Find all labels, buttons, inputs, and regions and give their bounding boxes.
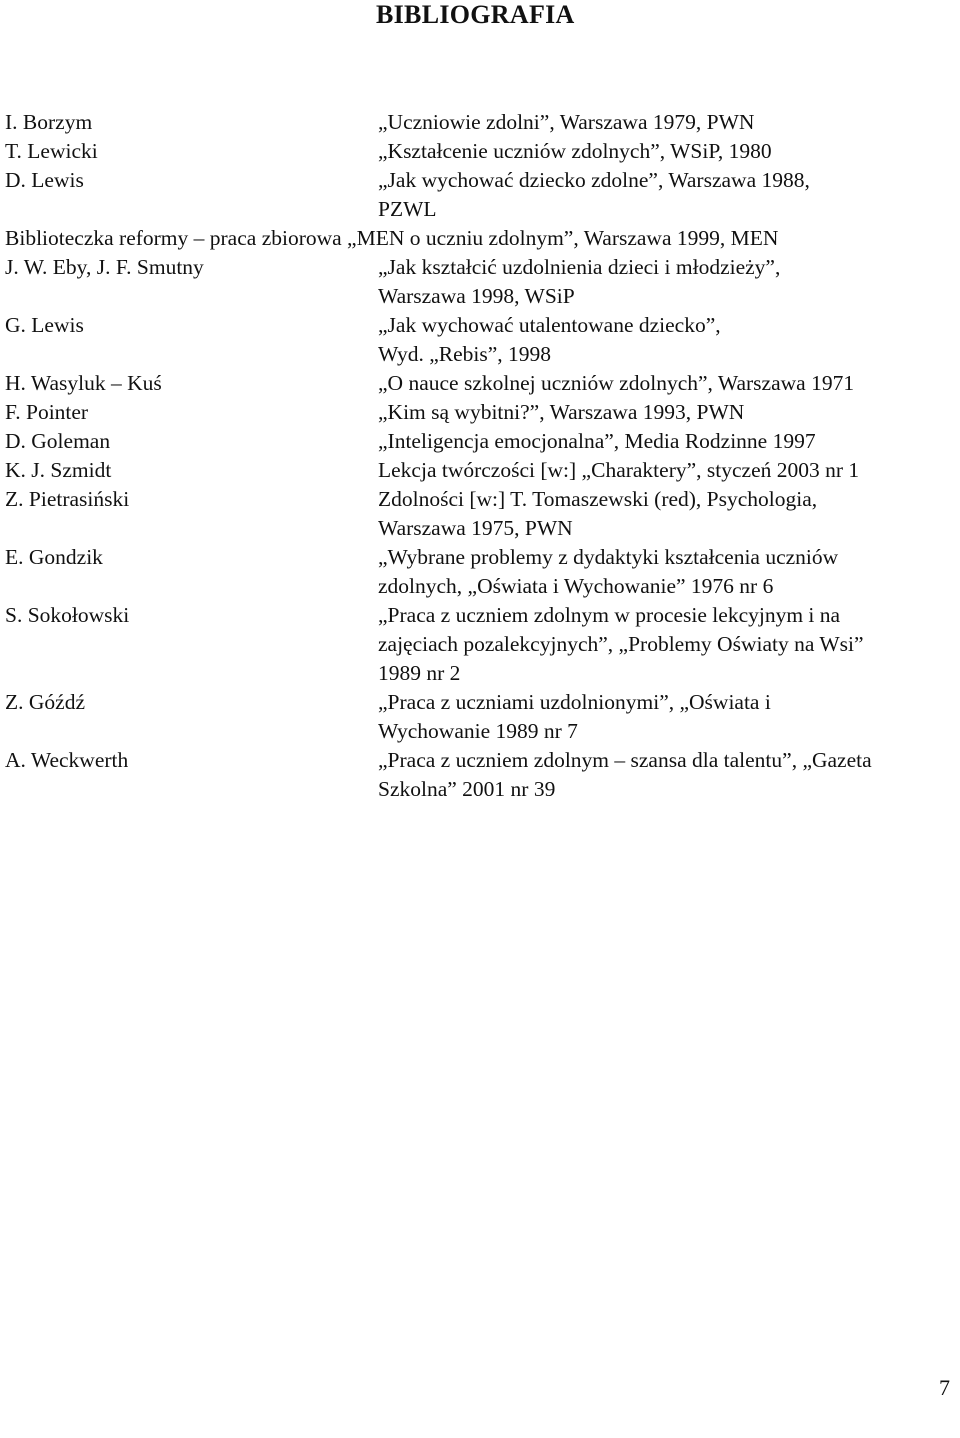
entry-reference: Lekcja twórczości [w:] „Charaktery”, styczeń 2003 nr 1 [378, 458, 860, 482]
entry-reference: Zdolności [w:] T. Tomaszewski (red), Psychologia, Warszawa 1975, PWN [378, 487, 818, 540]
bibliography-entry [5, 456, 960, 485]
entry-author: D. Goleman [5, 429, 111, 453]
bibliography-entry [5, 166, 960, 224]
entry-author: E. Gondzik [5, 545, 103, 569]
bibliography-entry [5, 601, 960, 688]
entry-author: F. Pointer [5, 400, 89, 424]
bibliography-entry [5, 746, 960, 804]
entry-author: I. Borzym [5, 110, 93, 134]
entry-reference: „Praca z uczniami uzdolnionymi”, „Oświata i Wychowanie 1989 nr 7 [378, 690, 771, 743]
entry-author: K. J. Szmidt [5, 458, 112, 482]
bibliography-entry [5, 137, 960, 166]
entry-author: G. Lewis [5, 313, 84, 337]
bibliography-entry [5, 688, 960, 746]
bibliography-entry [5, 224, 960, 253]
entry-reference: „Uczniowie zdolni”, Warszawa 1979, PWN [378, 110, 755, 134]
entry-reference: „Jak kształcić uzdolnienia dzieci i młodzieży”, Warszawa 1998, WSiP [378, 255, 781, 308]
entry-full-reference: Biblioteczka reformy – praca zbiorowa „MEN o uczniu zdolnym”, Warszawa 1999, MEN [5, 226, 779, 250]
entry-author: H. Wasyluk – Kuś [5, 371, 162, 395]
entry-author: Z. Pietrasiński [5, 487, 130, 511]
entry-reference: „Kim są wybitni?”, Warszawa 1993, PWN [378, 400, 745, 424]
entry-author: J. W. Eby, J. F. Smutny [5, 255, 204, 279]
bibliography-entry [5, 543, 960, 601]
bibliography-entry [5, 398, 960, 427]
page-title: BIBLIOGRAFIA [376, 0, 575, 29]
entry-author: T. Lewicki [5, 139, 98, 163]
entry-author: S. Sokołowski [5, 603, 130, 627]
entry-reference: „Kształcenie uczniów zdolnych”, WSiP, 1980 [378, 139, 772, 163]
bibliography-entry [5, 311, 960, 369]
bibliography-list [5, 108, 960, 804]
page-number: 7 [939, 1375, 950, 1400]
bibliography-entry [5, 485, 960, 543]
entry-author: A. Weckwerth [5, 748, 129, 772]
entry-reference: „Wybrane problemy z dydaktyki kształcenia uczniów zdolnych, „Oświata i Wychowanie” 1976 nr 6 [378, 545, 839, 598]
bibliography-entry [5, 427, 960, 456]
entry-author: D. Lewis [5, 168, 84, 192]
entry-reference: „O nauce szkolnej uczniów zdolnych”, Warszawa 1971 [378, 371, 855, 395]
entry-reference: „Jak wychować dziecko zdolne”, Warszawa 1988, PZWL [378, 168, 810, 221]
bibliography-entry [5, 369, 960, 398]
entry-reference: „Jak wychować utalentowane dziecko”, Wyd. „Rebis”, 1998 [378, 313, 721, 366]
bibliography-entry [5, 108, 960, 137]
entry-author: Z. Góźdź [5, 690, 85, 714]
entry-reference: „Praca z uczniem zdolnym w procesie lekcyjnym i na zajęciach pozalekcyjnych”, „Problemy Oświaty na Wsi” 1989 nr 2 [378, 603, 864, 685]
bibliography-entry [5, 253, 960, 311]
entry-reference: „Inteligencja emocjonalna”, Media Rodzinne 1997 [378, 429, 816, 453]
entry-reference: „Praca z uczniem zdolnym – szansa dla talentu”, „Gazeta Szkolna” 2001 nr 39 [378, 748, 872, 801]
